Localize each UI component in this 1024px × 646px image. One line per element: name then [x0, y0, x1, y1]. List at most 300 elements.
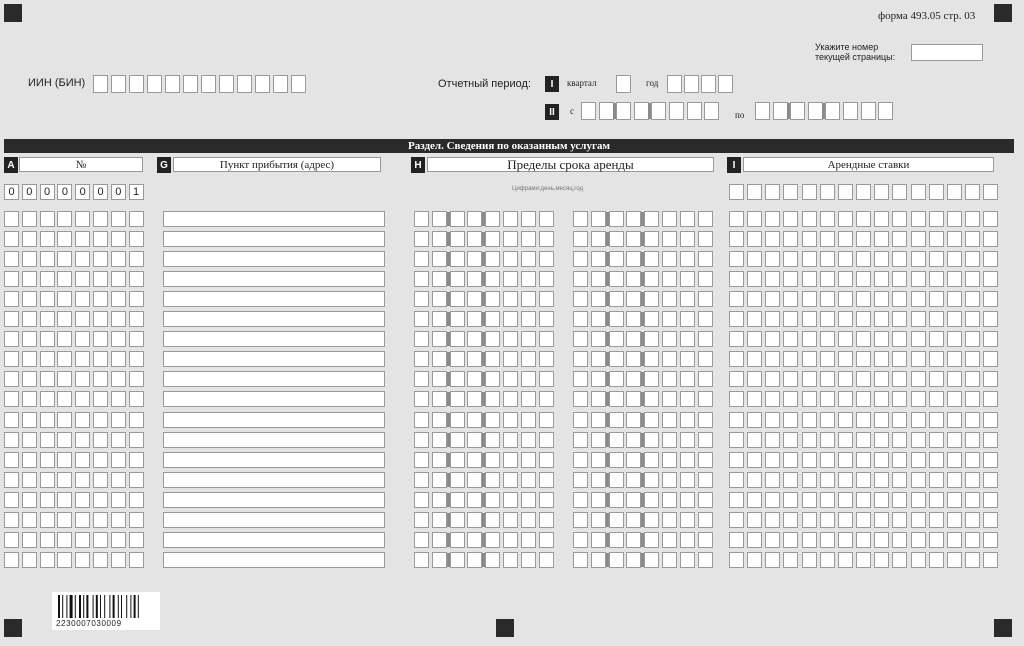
rate-digit-cell[interactable]: [820, 311, 835, 327]
date-digit-cell[interactable]: [467, 472, 482, 488]
row-number-digit-cell[interactable]: [75, 251, 90, 267]
rate-digit-cell[interactable]: [965, 472, 980, 488]
rate-digit-cell[interactable]: [856, 552, 871, 568]
date-digit-cell[interactable]: [467, 492, 482, 508]
date-digit-cell[interactable]: [591, 251, 606, 267]
rate-digit-cell[interactable]: [947, 432, 962, 448]
rate-digit-cell[interactable]: [783, 391, 798, 407]
date-digit-cell[interactable]: [609, 231, 624, 247]
rate-digit-cell[interactable]: [856, 412, 871, 428]
date-digit-cell[interactable]: [680, 391, 695, 407]
rate-digit-cell[interactable]: [838, 532, 853, 548]
year-digit-cell[interactable]: [684, 75, 699, 93]
rate-digit-cell[interactable]: [929, 211, 944, 227]
rate-digit-cell[interactable]: [983, 552, 998, 568]
rate-digit-cell[interactable]: [802, 432, 817, 448]
rate-digit-cell[interactable]: [765, 311, 780, 327]
date-digit-cell[interactable]: [573, 492, 588, 508]
rate-digit-cell[interactable]: [892, 291, 907, 307]
arrival-address-field[interactable]: [163, 532, 385, 548]
rate-digit-cell[interactable]: [747, 211, 762, 227]
date-digit-cell[interactable]: [503, 351, 518, 367]
date-digit-cell[interactable]: [609, 271, 624, 287]
rate-digit-cell[interactable]: [965, 311, 980, 327]
row-number-digit-cell[interactable]: [75, 311, 90, 327]
rate-digit-cell[interactable]: [965, 492, 980, 508]
rate-digit-cell[interactable]: [874, 412, 889, 428]
date-digit-cell[interactable]: [432, 311, 447, 327]
row-number-digit-cell[interactable]: [22, 371, 37, 387]
arrival-address-field[interactable]: [163, 472, 385, 488]
date-digit-cell[interactable]: [626, 472, 641, 488]
row-number-digit-cell[interactable]: [111, 452, 126, 468]
date-digit-cell[interactable]: [662, 472, 677, 488]
date-digit-cell[interactable]: [573, 211, 588, 227]
rate-digit-cell[interactable]: [729, 271, 744, 287]
rate-digit-cell[interactable]: [983, 452, 998, 468]
rate-digit-cell[interactable]: [765, 251, 780, 267]
row-number-digit-cell[interactable]: [75, 532, 90, 548]
rate-digit-cell[interactable]: [838, 231, 853, 247]
row-number-digit-cell[interactable]: [4, 492, 19, 508]
date-digit-cell[interactable]: [687, 102, 702, 120]
date-digit-cell[interactable]: [573, 331, 588, 347]
date-digit-cell[interactable]: [467, 211, 482, 227]
rate-digit-cell[interactable]: [783, 452, 798, 468]
row-number-digit-cell[interactable]: [129, 472, 144, 488]
rate-digit-cell[interactable]: [747, 271, 762, 287]
rate-digit-cell[interactable]: [747, 311, 762, 327]
date-digit-cell[interactable]: [503, 371, 518, 387]
rate-digit-cell[interactable]: [929, 492, 944, 508]
rate-digit-cell[interactable]: [874, 552, 889, 568]
rate-digit-cell[interactable]: [802, 331, 817, 347]
row-number-digit-cell[interactable]: [111, 231, 126, 247]
row-number-digit-cell[interactable]: [75, 271, 90, 287]
row-number-digit-cell[interactable]: [93, 331, 108, 347]
rate-digit-cell[interactable]: [947, 532, 962, 548]
rate-digit-cell[interactable]: [965, 391, 980, 407]
arrival-address-field[interactable]: [163, 291, 385, 307]
rate-digit-cell[interactable]: [892, 311, 907, 327]
row-number-digit-cell[interactable]: [111, 412, 126, 428]
date-digit-cell[interactable]: [609, 291, 624, 307]
arrival-address-field[interactable]: [163, 512, 385, 528]
rate-digit-cell[interactable]: [783, 351, 798, 367]
rate-digit-cell[interactable]: [820, 211, 835, 227]
row-number-digit-cell[interactable]: [57, 532, 72, 548]
rate-digit-cell[interactable]: [729, 211, 744, 227]
row-number-digit-cell[interactable]: [22, 512, 37, 528]
rate-digit-cell[interactable]: [820, 492, 835, 508]
rate-digit-cell[interactable]: [765, 512, 780, 528]
rate-digit-cell[interactable]: [874, 371, 889, 387]
date-digit-cell[interactable]: [591, 231, 606, 247]
date-digit-cell[interactable]: [698, 472, 713, 488]
date-digit-cell[interactable]: [591, 552, 606, 568]
row-number-digit-cell[interactable]: [75, 512, 90, 528]
date-digit-cell[interactable]: [644, 251, 659, 267]
rate-digit-cell[interactable]: [929, 552, 944, 568]
row-number-digit-cell[interactable]: [22, 412, 37, 428]
row-number-digit-cell[interactable]: [75, 552, 90, 568]
date-digit-cell[interactable]: [539, 271, 554, 287]
rate-digit-cell[interactable]: [856, 231, 871, 247]
row-number-digit-cell[interactable]: [4, 552, 19, 568]
rate-digit-cell[interactable]: [838, 512, 853, 528]
iin-digit-cell[interactable]: [111, 75, 126, 93]
row-number-digit-cell[interactable]: [22, 532, 37, 548]
row-number-digit-cell[interactable]: [22, 452, 37, 468]
rate-digit-cell[interactable]: [838, 472, 853, 488]
rate-digit-cell[interactable]: [856, 351, 871, 367]
date-digit-cell[interactable]: [503, 552, 518, 568]
row-number-digit-cell[interactable]: [111, 211, 126, 227]
date-digit-cell[interactable]: [698, 371, 713, 387]
date-digit-cell[interactable]: [485, 351, 500, 367]
date-digit-cell[interactable]: [432, 291, 447, 307]
row-number-digit-cell[interactable]: [4, 472, 19, 488]
date-digit-cell[interactable]: [644, 271, 659, 287]
date-digit-cell[interactable]: [432, 211, 447, 227]
row-number-digit-cell[interactable]: [93, 492, 108, 508]
rate-digit-cell[interactable]: [802, 492, 817, 508]
rate-digit-cell[interactable]: [929, 251, 944, 267]
rate-digit-cell[interactable]: [838, 291, 853, 307]
row-number-digit-cell[interactable]: [93, 351, 108, 367]
rate-digit-cell[interactable]: [747, 391, 762, 407]
date-digit-cell[interactable]: [485, 391, 500, 407]
date-digit-cell[interactable]: [626, 492, 641, 508]
row-number-digit-cell[interactable]: [4, 291, 19, 307]
date-digit-cell[interactable]: [414, 211, 429, 227]
rate-digit-cell[interactable]: [965, 552, 980, 568]
date-digit-cell[interactable]: [573, 412, 588, 428]
rate-digit-cell[interactable]: [965, 452, 980, 468]
rate-digit-cell[interactable]: [729, 492, 744, 508]
row-number-digit-cell[interactable]: [75, 391, 90, 407]
rate-digit-cell[interactable]: [747, 251, 762, 267]
date-digit-cell[interactable]: [662, 311, 677, 327]
date-digit-cell[interactable]: [591, 432, 606, 448]
rate-digit-cell[interactable]: [892, 552, 907, 568]
row-number-digit-cell[interactable]: [93, 231, 108, 247]
rate-digit-cell[interactable]: [983, 412, 998, 428]
rate-digit-cell[interactable]: [838, 552, 853, 568]
date-digit-cell[interactable]: [432, 512, 447, 528]
arrival-address-field[interactable]: [163, 412, 385, 428]
date-digit-cell[interactable]: [432, 412, 447, 428]
row-number-digit-cell[interactable]: [40, 412, 55, 428]
date-digit-cell[interactable]: [680, 492, 695, 508]
row-number-digit-cell[interactable]: [129, 271, 144, 287]
rate-digit-cell[interactable]: [856, 271, 871, 287]
rate-digit-cell[interactable]: [856, 311, 871, 327]
date-digit-cell[interactable]: [680, 532, 695, 548]
date-digit-cell[interactable]: [599, 102, 614, 120]
row-number-digit-cell[interactable]: [129, 231, 144, 247]
date-digit-cell[interactable]: [485, 311, 500, 327]
row-number-digit-cell[interactable]: [129, 331, 144, 347]
arrival-address-field[interactable]: [163, 271, 385, 287]
date-digit-cell[interactable]: [414, 371, 429, 387]
date-digit-cell[interactable]: [521, 452, 536, 468]
rate-digit-cell[interactable]: [729, 512, 744, 528]
rate-digit-cell[interactable]: [765, 331, 780, 347]
rate-digit-cell[interactable]: [747, 291, 762, 307]
row-number-digit-cell[interactable]: [40, 432, 55, 448]
row-number-digit-cell[interactable]: [93, 432, 108, 448]
row-number-digit-cell[interactable]: [111, 492, 126, 508]
row-number-digit-cell[interactable]: [22, 231, 37, 247]
rate-digit-cell[interactable]: [929, 271, 944, 287]
rate-digit-cell[interactable]: [838, 412, 853, 428]
rate-digit-cell[interactable]: [929, 532, 944, 548]
row-number-digit-cell[interactable]: [75, 472, 90, 488]
iin-digit-cell[interactable]: [273, 75, 288, 93]
arrival-address-field[interactable]: [163, 231, 385, 247]
date-digit-cell[interactable]: [698, 412, 713, 428]
row-number-digit-cell[interactable]: [57, 251, 72, 267]
date-digit-cell[interactable]: [521, 251, 536, 267]
rate-digit-cell[interactable]: [983, 532, 998, 548]
date-digit-cell[interactable]: [644, 331, 659, 347]
date-digit-cell[interactable]: [680, 311, 695, 327]
date-digit-cell[interactable]: [414, 452, 429, 468]
date-digit-cell[interactable]: [698, 492, 713, 508]
date-digit-cell[interactable]: [450, 432, 465, 448]
rate-digit-cell[interactable]: [856, 251, 871, 267]
rate-digit-cell[interactable]: [911, 331, 926, 347]
date-digit-cell[interactable]: [414, 391, 429, 407]
rate-digit-cell[interactable]: [911, 532, 926, 548]
date-digit-cell[interactable]: [644, 311, 659, 327]
date-digit-cell[interactable]: [467, 391, 482, 407]
rate-digit-cell[interactable]: [965, 432, 980, 448]
rate-digit-cell[interactable]: [874, 391, 889, 407]
rate-digit-cell[interactable]: [765, 472, 780, 488]
rate-digit-cell[interactable]: [802, 391, 817, 407]
rate-digit-cell[interactable]: [874, 432, 889, 448]
row-number-digit-cell[interactable]: [40, 492, 55, 508]
date-digit-cell[interactable]: [414, 512, 429, 528]
date-digit-cell[interactable]: [432, 271, 447, 287]
date-digit-cell[interactable]: [467, 251, 482, 267]
date-digit-cell[interactable]: [450, 251, 465, 267]
row-number-digit-cell[interactable]: [75, 452, 90, 468]
date-digit-cell[interactable]: [644, 532, 659, 548]
rate-digit-cell[interactable]: [765, 532, 780, 548]
rate-digit-cell[interactable]: [747, 552, 762, 568]
row-number-digit-cell[interactable]: [40, 452, 55, 468]
date-digit-cell[interactable]: [432, 432, 447, 448]
rate-digit-cell[interactable]: [874, 351, 889, 367]
date-digit-cell[interactable]: [450, 231, 465, 247]
row-number-digit-cell[interactable]: [93, 412, 108, 428]
row-number-digit-cell[interactable]: [93, 472, 108, 488]
year-digit-cell[interactable]: [701, 75, 716, 93]
rate-digit-cell[interactable]: [874, 512, 889, 528]
rate-digit-cell[interactable]: [802, 512, 817, 528]
date-digit-cell[interactable]: [591, 311, 606, 327]
date-digit-cell[interactable]: [626, 412, 641, 428]
date-digit-cell[interactable]: [573, 291, 588, 307]
row-number-digit-cell[interactable]: [93, 311, 108, 327]
date-digit-cell[interactable]: [662, 211, 677, 227]
rate-digit-cell[interactable]: [929, 231, 944, 247]
row-number-digit-cell[interactable]: [40, 251, 55, 267]
rate-digit-cell[interactable]: [729, 231, 744, 247]
rate-digit-cell[interactable]: [911, 251, 926, 267]
date-digit-cell[interactable]: [450, 391, 465, 407]
rate-digit-cell[interactable]: [838, 184, 853, 200]
date-digit-cell[interactable]: [698, 231, 713, 247]
rate-digit-cell[interactable]: [929, 452, 944, 468]
rate-digit-cell[interactable]: [892, 472, 907, 488]
row-number-digit-cell[interactable]: [22, 492, 37, 508]
rate-digit-cell[interactable]: [747, 331, 762, 347]
date-digit-cell[interactable]: [414, 331, 429, 347]
rate-digit-cell[interactable]: [783, 331, 798, 347]
row-number-digit-cell[interactable]: [57, 492, 72, 508]
rate-digit-cell[interactable]: [820, 532, 835, 548]
row-number-digit-cell[interactable]: [4, 432, 19, 448]
row-number-digit-cell[interactable]: [129, 532, 144, 548]
date-digit-cell[interactable]: [503, 432, 518, 448]
rate-digit-cell[interactable]: [947, 211, 962, 227]
rate-digit-cell[interactable]: [929, 391, 944, 407]
date-digit-cell[interactable]: [626, 311, 641, 327]
rate-digit-cell[interactable]: [947, 184, 962, 200]
rate-digit-cell[interactable]: [729, 432, 744, 448]
rate-digit-cell[interactable]: [947, 251, 962, 267]
rate-digit-cell[interactable]: [965, 251, 980, 267]
rate-digit-cell[interactable]: [783, 532, 798, 548]
row-number-digit-cell[interactable]: [93, 532, 108, 548]
date-digit-cell[interactable]: [450, 331, 465, 347]
row-number-digit-cell[interactable]: [75, 331, 90, 347]
row-number-digit-cell[interactable]: [129, 412, 144, 428]
date-digit-cell[interactable]: [573, 351, 588, 367]
date-digit-cell[interactable]: [680, 271, 695, 287]
row-number-digit-cell[interactable]: [4, 251, 19, 267]
row-number-digit-cell[interactable]: [57, 391, 72, 407]
rate-digit-cell[interactable]: [820, 231, 835, 247]
date-digit-cell[interactable]: [450, 492, 465, 508]
rate-digit-cell[interactable]: [929, 432, 944, 448]
rate-digit-cell[interactable]: [838, 311, 853, 327]
rate-digit-cell[interactable]: [892, 331, 907, 347]
date-digit-cell[interactable]: [644, 211, 659, 227]
date-digit-cell[interactable]: [503, 231, 518, 247]
date-digit-cell[interactable]: [503, 412, 518, 428]
date-digit-cell[interactable]: [591, 412, 606, 428]
row-number-digit-cell[interactable]: [129, 512, 144, 528]
row-number-digit-cell[interactable]: [111, 351, 126, 367]
rate-digit-cell[interactable]: [856, 432, 871, 448]
row-number-digit-cell[interactable]: [40, 552, 55, 568]
date-digit-cell[interactable]: [503, 472, 518, 488]
date-digit-cell[interactable]: [467, 512, 482, 528]
arrival-address-field[interactable]: [163, 452, 385, 468]
row-number-digit-cell[interactable]: [111, 331, 126, 347]
date-digit-cell[interactable]: [698, 331, 713, 347]
date-digit-cell[interactable]: [662, 492, 677, 508]
rate-digit-cell[interactable]: [911, 271, 926, 287]
date-digit-cell[interactable]: [467, 552, 482, 568]
date-digit-cell[interactable]: [432, 492, 447, 508]
rate-digit-cell[interactable]: [892, 211, 907, 227]
iin-digit-cell[interactable]: [93, 75, 108, 93]
date-digit-cell[interactable]: [485, 432, 500, 448]
date-digit-cell[interactable]: [573, 391, 588, 407]
rate-digit-cell[interactable]: [892, 371, 907, 387]
date-digit-cell[interactable]: [680, 512, 695, 528]
row-number-digit-cell[interactable]: [40, 512, 55, 528]
date-digit-cell[interactable]: [521, 391, 536, 407]
rate-digit-cell[interactable]: [911, 231, 926, 247]
date-digit-cell[interactable]: [450, 271, 465, 287]
date-digit-cell[interactable]: [503, 331, 518, 347]
rate-digit-cell[interactable]: [783, 251, 798, 267]
rate-digit-cell[interactable]: [729, 331, 744, 347]
rate-digit-cell[interactable]: [783, 432, 798, 448]
rate-digit-cell[interactable]: [892, 432, 907, 448]
row-number-digit-cell[interactable]: [40, 472, 55, 488]
rate-digit-cell[interactable]: [892, 512, 907, 528]
rate-digit-cell[interactable]: [747, 512, 762, 528]
date-digit-cell[interactable]: [432, 552, 447, 568]
date-digit-cell[interactable]: [662, 291, 677, 307]
date-digit-cell[interactable]: [503, 492, 518, 508]
arrival-address-field[interactable]: [163, 211, 385, 227]
date-digit-cell[interactable]: [609, 331, 624, 347]
date-digit-cell[interactable]: [450, 452, 465, 468]
date-digit-cell[interactable]: [644, 492, 659, 508]
date-digit-cell[interactable]: [414, 251, 429, 267]
row-number-digit-cell[interactable]: [75, 412, 90, 428]
iin-digit-cell[interactable]: [129, 75, 144, 93]
row-number-digit-cell[interactable]: [4, 532, 19, 548]
date-digit-cell[interactable]: [521, 472, 536, 488]
date-digit-cell[interactable]: [467, 432, 482, 448]
rate-digit-cell[interactable]: [783, 412, 798, 428]
date-digit-cell[interactable]: [485, 472, 500, 488]
rate-digit-cell[interactable]: [965, 331, 980, 347]
rate-digit-cell[interactable]: [802, 231, 817, 247]
arrival-address-field[interactable]: [163, 251, 385, 267]
row-number-digit-cell[interactable]: [57, 231, 72, 247]
date-digit-cell[interactable]: [825, 102, 840, 120]
row-number-digit-cell[interactable]: [129, 492, 144, 508]
rate-digit-cell[interactable]: [911, 512, 926, 528]
row-number-digit-cell[interactable]: [93, 371, 108, 387]
rate-digit-cell[interactable]: [911, 371, 926, 387]
row-number-digit-cell[interactable]: [111, 371, 126, 387]
rate-digit-cell[interactable]: [947, 231, 962, 247]
rate-digit-cell[interactable]: [783, 271, 798, 287]
arrival-address-field[interactable]: [163, 331, 385, 347]
rate-digit-cell[interactable]: [765, 211, 780, 227]
date-digit-cell[interactable]: [626, 331, 641, 347]
rate-digit-cell[interactable]: [802, 552, 817, 568]
rate-digit-cell[interactable]: [965, 512, 980, 528]
date-digit-cell[interactable]: [680, 211, 695, 227]
rate-digit-cell[interactable]: [838, 492, 853, 508]
row-number-digit-cell[interactable]: [111, 271, 126, 287]
row-number-digit-cell[interactable]: [22, 351, 37, 367]
row-number-digit-cell[interactable]: [111, 552, 126, 568]
